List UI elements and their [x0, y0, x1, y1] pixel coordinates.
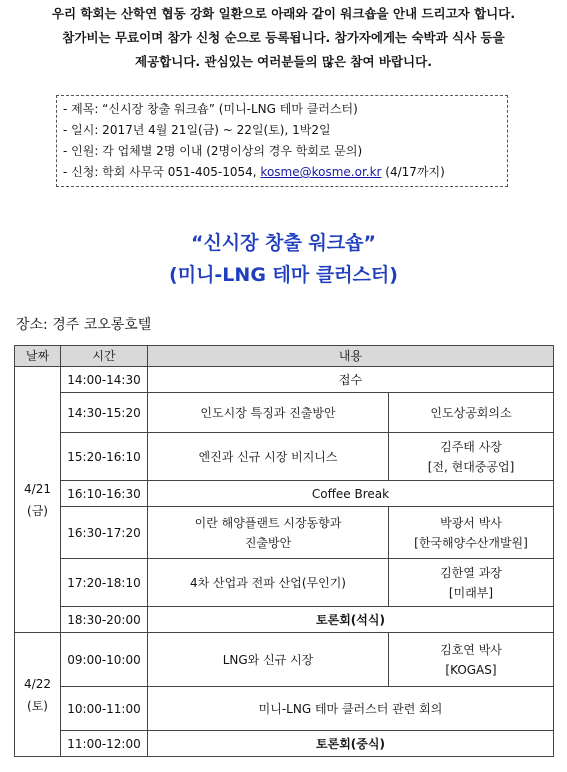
table-row	[15, 731, 554, 757]
day2-date: 4/22	[24, 676, 51, 691]
intro-line-3: 제공합니다. 관심있는 여러분들의 많은 참여 바랍니다.	[135, 54, 432, 69]
workshop-title: “신시장 창출 워크숍”	[190, 232, 377, 254]
topic-cell: 4차 산업과 전파 산업(무인기)	[148, 559, 389, 607]
email-link[interactable]: kosme@kosme.or.kr	[260, 165, 382, 179]
content-cell: 토론회(석식)	[148, 607, 554, 633]
time-cell: 15:20-16:10	[61, 433, 148, 481]
time-cell: 17:20-18:10	[61, 559, 148, 607]
table-row	[15, 633, 554, 687]
workshop-subtitle: (미니-LNG 테마 클러스터)	[169, 264, 398, 286]
content-cell: 미니-LNG 테마 클러스터 관련 회의	[148, 687, 554, 731]
speaker-cell	[389, 633, 554, 687]
topic-cell: 엔진과 신규 시장 비지니스	[148, 433, 389, 481]
time-cell: 16:10-16:30	[61, 481, 148, 507]
time-cell: 18:30-20:00	[61, 607, 148, 633]
intro-line-1: 우리 학회는 산학연 협동 강화 일환으로 아래와 같이 워크숍을 안내 드리고자 합니다.	[51, 6, 516, 21]
intro-line-2: 참가비는 무료이며 참가 신청 순으로 등록됩니다. 참가자에게는 숙박과 식사 등을	[62, 30, 505, 45]
topic-cell	[148, 507, 389, 559]
speaker-name: 김호연 박사	[440, 642, 502, 657]
speaker-name: 박광서 박사	[440, 515, 502, 530]
table-row	[15, 481, 554, 507]
event-info-box	[56, 95, 508, 187]
topic-cell: LNG와 신규 시장	[148, 633, 389, 687]
speaker-cell	[389, 507, 554, 559]
header-row	[15, 346, 554, 367]
time-cell: 16:30-17:20	[61, 507, 148, 559]
info-apply-prefix: - 신청: 학회 사무국 051-405-1054,	[63, 165, 261, 179]
table-row	[15, 433, 554, 481]
topic-cell: 인도시장 특징과 진출방안	[148, 393, 389, 433]
table-row	[15, 393, 554, 433]
header-content: 내용	[148, 346, 554, 367]
content-cell: 접수	[148, 367, 554, 393]
topic-line-2: 진출방안	[244, 535, 292, 550]
table-row	[15, 687, 554, 731]
time-cell: 14:00-14:30	[61, 367, 148, 393]
table-row	[15, 507, 554, 559]
info-apply	[63, 162, 507, 183]
time-cell: 09:00-10:00	[61, 633, 148, 687]
header-date: 날짜	[15, 346, 61, 367]
speaker-name: 김주태 사장	[440, 439, 502, 454]
info-apply-suffix: (4/17까지)	[381, 165, 445, 179]
intro-paragraph	[6, 2, 561, 74]
content-cell: Coffee Break	[148, 481, 554, 507]
speaker-affiliation: [KOGAS]	[445, 662, 497, 677]
speaker-cell	[389, 433, 554, 481]
table-row	[15, 559, 554, 607]
speaker-affiliation: [미래부]	[448, 585, 494, 600]
content-cell: 토론회(중식)	[148, 731, 554, 757]
speaker-affiliation: [한국해양수산개발원]	[414, 535, 528, 550]
header-time: 시간	[61, 346, 148, 367]
info-date: - 일시: 2017년 4월 21일(금) ~ 22일(토), 1박2일	[63, 123, 331, 137]
info-people: - 인원: 각 업체별 2명 이내 (2명이상의 경우 학회로 문의)	[63, 144, 363, 158]
day1-date: 4/21	[24, 481, 51, 496]
topic-line-1: 이란 해양플랜트 시장동향과	[194, 515, 342, 530]
day1-dow: (금)	[27, 503, 48, 518]
venue-label: 장소: 경주 코오롱호텔	[16, 317, 152, 333]
date-cell-day1	[15, 367, 61, 633]
speaker-cell: 인도상공회의소	[389, 393, 554, 433]
table-row	[15, 367, 554, 393]
speaker-cell	[389, 559, 554, 607]
day2-dow: (토)	[27, 698, 48, 713]
info-subject: - 제목: “신시장 창출 워크숍” (미니-LNG 테마 클러스터)	[63, 102, 358, 116]
schedule-table	[14, 345, 554, 757]
time-cell: 10:00-11:00	[61, 687, 148, 731]
speaker-affiliation: [전, 현대중공업]	[427, 459, 515, 474]
time-cell: 11:00-12:00	[61, 731, 148, 757]
speaker-name: 김한열 과장	[440, 565, 502, 580]
table-row	[15, 607, 554, 633]
time-cell: 14:30-15:20	[61, 393, 148, 433]
date-cell-day2	[15, 633, 61, 757]
